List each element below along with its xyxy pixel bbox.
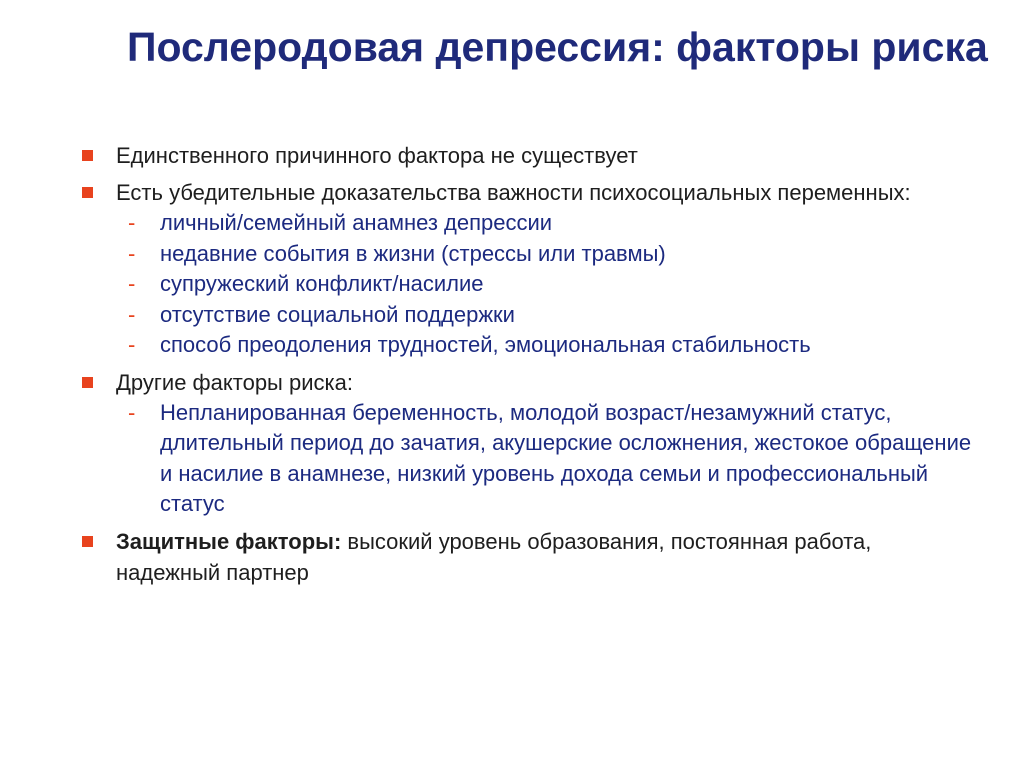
sub-item-text: отсутствие социальной поддержки <box>160 301 515 327</box>
dash-bullet-icon: - <box>128 399 136 425</box>
bullet-text: Единственного причинного фактора не существует <box>116 143 638 168</box>
bullet-text: Другие факторы риска: <box>116 369 353 395</box>
dash-bullet-icon: - <box>128 210 136 235</box>
slide-title: Послеродовая депрессия: факторы риска <box>127 24 988 70</box>
square-bullet-icon <box>82 377 93 388</box>
bullet-item <box>80 526 980 588</box>
square-bullet-icon <box>82 187 93 198</box>
dash-bullet-icon: - <box>128 332 136 357</box>
dash-bullet-icon: - <box>128 271 136 296</box>
bullet-text: высокий уровень образования, постоянная работа, надежный партнер <box>116 528 872 585</box>
bullet-list <box>80 140 980 594</box>
bullet-item <box>80 367 980 520</box>
sub-item <box>116 208 980 239</box>
sub-item-text: супружеский конфликт/насилие <box>160 271 484 296</box>
sub-item-text: недавние события в жизни (стрессы или травмы) <box>160 240 666 266</box>
sub-item-text: Непланированная беременность, молодой возраст/незамужний статус, длительный период до зачатия, акушерские осложнения, жестокое обращение и насилие в анамнезе, низкий уровень дохода семьи и профессиональный статус <box>160 399 972 516</box>
dash-bullet-icon: - <box>128 301 136 327</box>
sub-item <box>116 239 980 270</box>
bullet-text: Есть убедительные доказательства важности психосоциальных переменных: <box>116 180 911 205</box>
square-bullet-icon <box>82 150 93 161</box>
dash-bullet-icon: - <box>128 240 136 266</box>
bullet-item <box>80 140 980 171</box>
sub-item <box>116 398 980 520</box>
bullet-bold-label: Защитные факторы: <box>116 528 342 554</box>
sub-list <box>116 208 980 361</box>
bullet-item <box>80 177 980 361</box>
sub-item <box>116 330 980 361</box>
square-bullet-icon <box>82 536 93 547</box>
sub-item <box>116 269 980 300</box>
sub-list <box>116 398 980 520</box>
sub-item <box>116 300 980 331</box>
sub-item-text: личный/семейный анамнез депрессии <box>160 210 553 235</box>
sub-item-text: способ преодоления трудностей, эмоциональная стабильность <box>160 332 811 357</box>
